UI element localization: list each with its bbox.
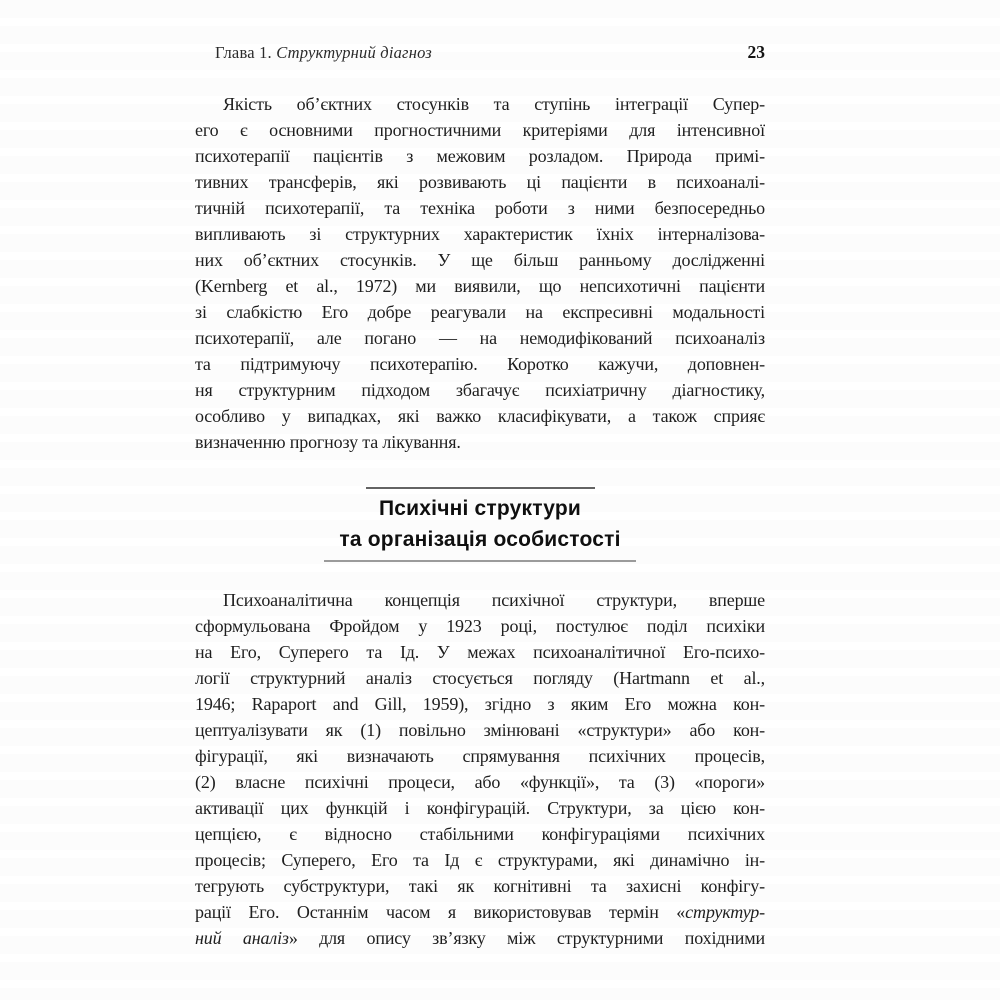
text-line: (2) власне психічні процеси, або «функції», та (3) «пороги» — [195, 772, 765, 792]
text-line: ня структурним підходом збагачує психіатричну діагностику, — [195, 380, 765, 400]
text-line: ний аналіз» для опису зв’язку між структурними похідними — [195, 928, 765, 948]
text-line: Якість об’єктних стосунків та ступінь інтеграції Супер- — [223, 94, 765, 114]
text-line: процесів; Суперего, Его та Ід є структурами, які динамічно ін- — [195, 850, 765, 870]
text-line: тивних трансферів, які розвивають ці пацієнти в психоаналі- — [195, 172, 765, 192]
paragraph-2 — [195, 587, 765, 951]
text-line: випливають зі структурних характеристик їхніх інтерналізова- — [195, 224, 765, 244]
section-heading-line-2: та організація особистості — [339, 528, 621, 551]
section-heading — [195, 487, 765, 562]
paragraph-1 — [195, 91, 765, 455]
text-line: та підтримуючу психотерапію. Коротко кажучи, доповнен- — [195, 354, 765, 374]
text-line: Психоаналітична концепція психічної структури, вперше — [223, 590, 765, 610]
text-line: фігурації, які визначають спрямування психічних процесів, — [195, 746, 765, 766]
text-line: зі слабкістю Его добре реагували на експресивні модальності — [195, 302, 765, 322]
heading-rule-top — [366, 487, 595, 489]
text-line: тичній психотерапії, та техніка роботи з ними безпосередньо — [195, 198, 765, 218]
text-line: логії структурний аналіз стосується погляду (Hartmann et al., — [195, 668, 765, 688]
text-line: цептуалізувати як (1) повільно змінювані «структури» або кон- — [195, 720, 765, 740]
text-line: тегрують субструктури, такі як когнітивні та захисні конфігу- — [195, 876, 765, 896]
italic-term: ний аналіз — [195, 928, 289, 948]
chapter-title: Структурний діагноз — [276, 43, 432, 62]
running-head — [195, 42, 765, 63]
page-number: 23 — [747, 42, 765, 62]
italic-term: структур- — [685, 902, 765, 922]
text-line: психотерапії пацієнтів з межовим розладом. Природа примі- — [195, 146, 765, 166]
text-line: его є основними прогностичними критеріями для інтенсивної — [195, 120, 765, 140]
running-head-chapter — [195, 43, 432, 63]
text-line: 1946; Rapaport and Gill, 1959), згідно з яким Его можна кон- — [195, 694, 765, 714]
text-line: психотерапії, але погано — на немодифікований психоаналіз — [195, 328, 765, 348]
text-line: (Kernberg et al., 1972) ми виявили, що непсихотичні пацієнти — [195, 276, 765, 296]
heading-rule-bottom — [324, 560, 636, 562]
section-heading-line-1: Психічні структури — [379, 497, 581, 520]
text-line: визначенню прогнозу та лікування. — [195, 432, 461, 452]
text-line: них об’єктних стосунків. У ще більш ранньому дослідженні — [195, 250, 765, 270]
text-line: цепцією, є відносно стабільними конфігураціями психічних — [195, 824, 765, 844]
text-line: особливо у випадках, які важко класифікувати, а також сприяє — [195, 406, 765, 426]
text-line: рації Его. Останнім часом я використовував термін «структур- — [195, 902, 765, 922]
text-line: на Его, Суперего та Ід. У межах психоаналітичної Его-психо- — [195, 642, 765, 662]
chapter-label: Глава 1. — [215, 43, 277, 62]
text-line: сформульована Фройдом у 1923 році, постулює поділ психіки — [195, 616, 765, 636]
text-line: активації цих функцій і конфігурацій. Структури, за цією кон- — [195, 798, 765, 818]
